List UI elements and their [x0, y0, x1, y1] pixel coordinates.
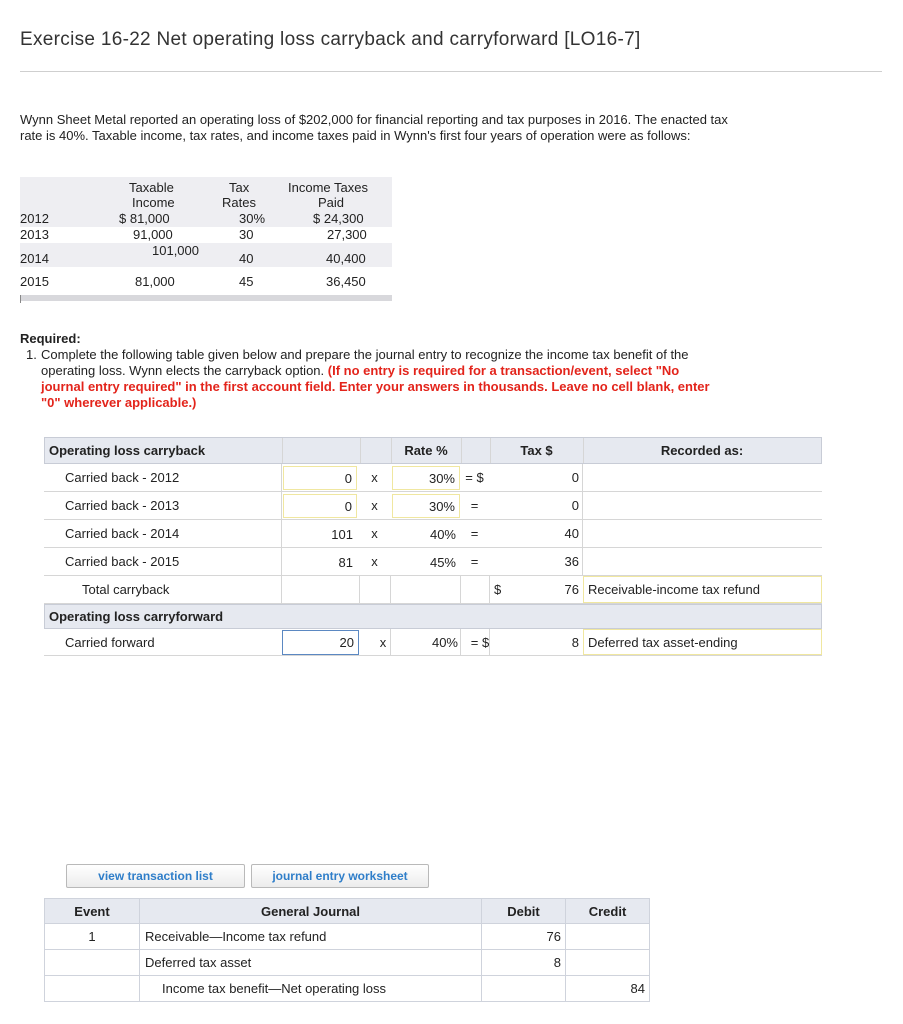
debit-value: 8: [481, 950, 565, 976]
input-value: 20: [339, 635, 354, 650]
header-rates-1: Tax: [229, 180, 250, 195]
page-title: Exercise 16-22 Net operating loss carryback and carryforward [LO16-7]: [20, 29, 641, 50]
carryback-amount-input[interactable]: [283, 466, 357, 490]
input-value: 45%: [429, 554, 456, 570]
forward-tax-value: 8: [571, 634, 579, 650]
equals-sign: = $: [465, 470, 484, 485]
header-paid-1: Income Taxes: [288, 180, 368, 195]
equals-sign: =: [470, 554, 479, 569]
view-transaction-list-button[interactable]: view transaction list: [66, 864, 245, 888]
required-heading: Required:: [20, 331, 81, 346]
required-text: Complete the following table given below and prepare the journal entry to recognize the income tax benefit of the operating loss. Wynn elects the carryback option.: [41, 347, 689, 378]
input-value: 40%: [429, 526, 456, 542]
input-value: 30%: [428, 498, 455, 514]
rate-input[interactable]: [392, 550, 460, 574]
year-2012: 2012: [20, 211, 49, 226]
rate-input[interactable]: [392, 494, 460, 518]
paid-2013: 27,300: [327, 227, 367, 242]
income-2015: 81,000: [135, 274, 175, 289]
worksheet-header-row: [44, 437, 822, 464]
required-number: 1.: [26, 347, 37, 362]
year-2015: 2015: [20, 274, 49, 289]
times-sign: x: [379, 634, 387, 650]
times-sign: x: [371, 470, 378, 485]
carryback-heading: Operating loss carryback: [49, 443, 206, 458]
year-2013: 2013: [20, 227, 49, 242]
times-sign: x: [371, 498, 378, 513]
equals-sign: = $: [470, 634, 490, 650]
recorded-header: Recorded as:: [660, 443, 744, 458]
credit-value: [565, 924, 650, 950]
input-value: 101: [331, 526, 353, 542]
row-label: Carried back - 2015: [65, 554, 180, 569]
credit-header: Credit: [565, 898, 650, 924]
event-number: [44, 976, 139, 1002]
forward-rate-value: 40%: [431, 634, 458, 650]
col-divider: [582, 548, 583, 575]
journal-row: [44, 950, 650, 976]
col-divider: [582, 520, 583, 547]
carryforward-amount-input[interactable]: [282, 630, 359, 655]
col-divider: [461, 438, 462, 463]
journal-header-row: [44, 898, 650, 924]
recorded-as-value: Deferred tax asset-ending: [588, 634, 738, 650]
total-tax-value: 76: [564, 582, 579, 597]
required-instruction-red: (If no entry is required for a transaction/event, select "No journal entry required" in the first account field. Enter your answers in thousands. Leave no cell blank, enter "0" wherever applicable.): [41, 363, 710, 410]
carryforward-header-row: [44, 604, 822, 629]
recorded-as-total-select[interactable]: [583, 576, 822, 603]
col-divider: [582, 464, 583, 491]
col-divider: [281, 576, 282, 603]
rate-input[interactable]: [392, 466, 460, 490]
worksheet-forward-row: [44, 629, 822, 656]
col-divider: [390, 629, 391, 655]
equals-sign: =: [470, 498, 479, 513]
carryback-amount-input[interactable]: [283, 494, 357, 518]
col-divider: [390, 576, 391, 603]
paid-2012: $ 24,300: [313, 211, 364, 226]
required-instructions: [26, 347, 726, 411]
event-header: Event: [44, 898, 139, 924]
forward-label: Carried forward: [65, 634, 155, 650]
given-table-left-mark: [20, 295, 21, 303]
income-2013: 91,000: [133, 227, 173, 242]
carryback-amount-input[interactable]: [283, 522, 357, 546]
credit-value: [565, 950, 650, 976]
tax-value: 36: [564, 554, 579, 569]
recorded-as-value: Receivable-income tax refund: [588, 582, 760, 597]
account-name: Receivable—Income tax refund: [139, 924, 481, 950]
paid-2014: 40,400: [326, 251, 366, 266]
col-divider: [582, 492, 583, 519]
account-name: Deferred tax asset: [139, 950, 481, 976]
rate-header: Rate %: [404, 443, 448, 458]
tax-header: Tax $: [520, 443, 553, 458]
problem-intro: Wynn Sheet Metal reported an operating loss of $202,000 for financial reporting and tax purposes in 2016. The enacted tax rate is 40%. Taxable income, tax rates, and income taxes paid in Wynn's first four years of operation were as follows:: [20, 112, 728, 143]
dollar-sign: $: [494, 582, 502, 597]
worksheet-row-2014: [44, 520, 822, 548]
worksheet-total-row: [44, 576, 822, 604]
rate-2013: 30: [239, 227, 254, 242]
title-divider: [20, 71, 882, 72]
input-value: 81: [338, 554, 353, 570]
income-2014: 101,000: [152, 243, 199, 258]
header-taxable-2: Income: [132, 195, 175, 210]
carryback-amount-input[interactable]: [283, 550, 357, 574]
recorded-as-forward-select[interactable]: [583, 629, 822, 655]
tax-value: 0: [571, 470, 579, 485]
credit-value: 84: [565, 976, 650, 1002]
input-value: 30%: [428, 470, 455, 486]
col-divider: [281, 492, 282, 519]
event-number: 1: [44, 924, 139, 950]
col-divider: [460, 576, 461, 603]
tax-value: 0: [571, 498, 579, 513]
paid-2015: 36,450: [326, 274, 366, 289]
worksheet-row-2013: [44, 492, 822, 520]
account-name: Income tax benefit—Net operating loss: [139, 976, 481, 1002]
times-sign: x: [371, 554, 378, 569]
row-label: Carried back - 2012: [65, 470, 180, 485]
journal-row: [44, 976, 650, 1002]
journal-entry-worksheet-button[interactable]: journal entry worksheet: [251, 864, 429, 888]
header-paid-2: Paid: [318, 195, 345, 210]
given-data-table: [20, 177, 392, 303]
debit-value: 76: [481, 924, 565, 950]
col-divider: [360, 438, 361, 463]
times-sign: x: [371, 526, 378, 541]
debit-value: [481, 976, 565, 1002]
rate-2015: 45: [239, 274, 254, 289]
rate-2014: 40: [239, 251, 254, 266]
col-divider: [281, 520, 282, 547]
tax-value: 40: [564, 526, 579, 541]
col-divider: [281, 548, 282, 575]
worksheet-row-2015: [44, 548, 822, 576]
total-label: Total carryback: [82, 582, 170, 597]
general-journal-header: General Journal: [139, 898, 481, 924]
row-label: Carried back - 2014: [65, 526, 180, 541]
equals-sign: =: [470, 526, 479, 541]
row-label: Carried back - 2013: [65, 498, 180, 513]
header-rates-2: Rates: [222, 195, 256, 210]
col-divider: [282, 438, 283, 463]
given-table-bottom-rule: [20, 295, 392, 301]
worksheet-row-2012: [44, 464, 822, 492]
col-divider: [281, 464, 282, 491]
col-divider: [359, 576, 360, 603]
input-value: 0: [344, 470, 352, 486]
event-number: [44, 950, 139, 976]
rate-2012: 30%: [239, 211, 266, 226]
input-value: 0: [344, 498, 352, 514]
year-2014: 2014: [20, 251, 49, 266]
rate-input[interactable]: [392, 522, 460, 546]
header-taxable-1: Taxable: [129, 180, 174, 195]
journal-row: [44, 924, 650, 950]
income-2012: $ 81,000: [119, 211, 170, 226]
carryforward-heading: Operating loss carryforward: [49, 609, 224, 624]
debit-header: Debit: [481, 898, 565, 924]
